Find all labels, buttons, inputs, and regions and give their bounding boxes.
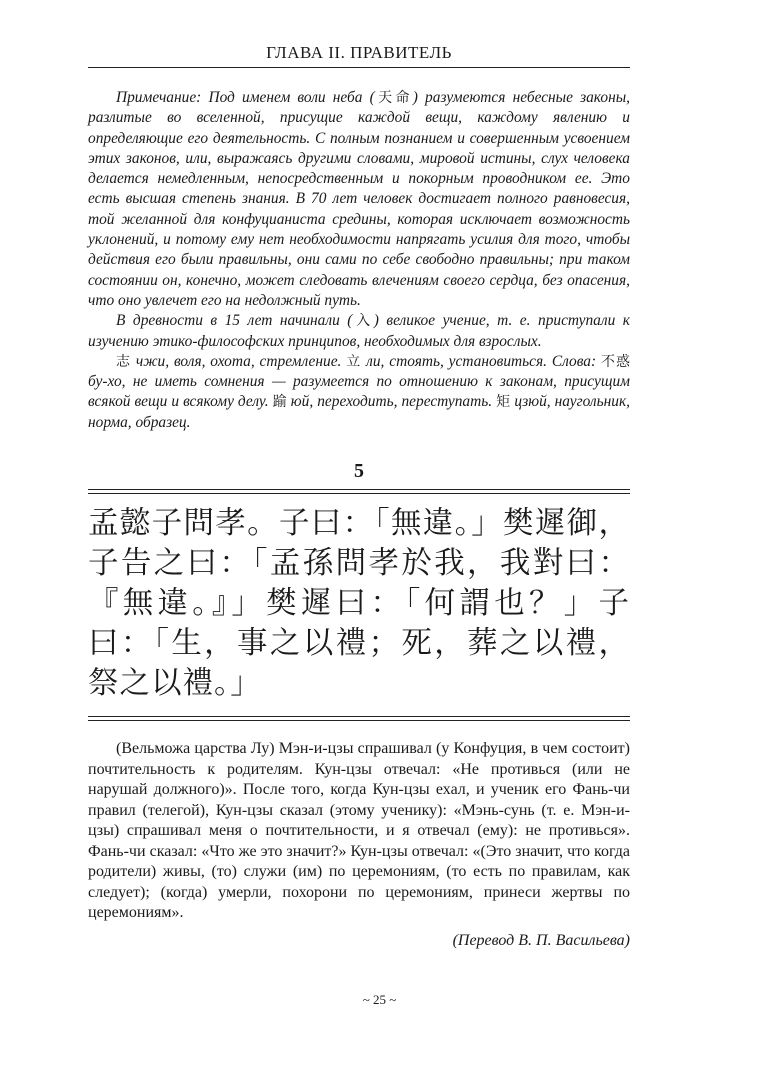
book-page: [88, 42, 630, 951]
glossary-text-1: чжи, воля, охота, стремление.: [131, 352, 347, 370]
divider-bottom: [88, 716, 630, 721]
section-number: 5: [354, 460, 364, 483]
running-header: ГЛАВА II. ПРАВИТЕЛЬ: [88, 42, 630, 68]
translator-credit: (Перевод В. П. Васильева): [452, 931, 630, 949]
glossary-text-3: бу-хо, не иметь сомнения — разумеется по отношению к законам, присущим всякой вещи и всякому делу.: [88, 373, 630, 411]
translation-block: [88, 739, 630, 924]
glossary-hanzi-5: 矩: [496, 394, 511, 411]
note-p1-hanzi: 天命: [374, 90, 413, 106]
glossary-hanzi-1: 志: [116, 353, 132, 370]
divider-top: [88, 489, 630, 494]
glossary-text-5: цзюй, наугольник, норма, образец.: [88, 393, 631, 431]
note-p2-text-b: ) великое учение, т. е. приступали к изучению этико-философских принципов, необходимых для взрослых.: [88, 312, 630, 350]
commentary-note: [88, 88, 630, 433]
glossary-hanzi-3: 不惑: [600, 353, 630, 370]
glossary-hanzi-2: 立: [346, 353, 362, 370]
glossary-hanzi-4: 踰: [272, 394, 287, 411]
glossary-text-2: ли, стоять, установиться. Слова:: [361, 352, 601, 370]
glossary-text-4: юй, переходить, переступать.: [286, 393, 497, 411]
note-p1-text-b: ) разумеются небесные законы, разлитые во вселенной, присущие каждой вещи, каждому явлению и определяющие его деятельность. С полным познанием и совершенным усвоением этих законов, или, выражаясь другими словами, мировой истины, слух человека делается немедленным, непосредственным и покорным проводником ее. Это есть высшая степень знания. В 70 лет человек достигает полного равновесия, той желанной для конфуцианиста средины, которая исключает возможность уклонений, и потому ему нет необходимости напрягать усилия для того, чтобы действия его были правильны, они сами по себе свободно правильны; при таком состоянии он, конечно, может следовать влечениям своего сердца, без опасения, что оно увлечет его на недолжный путь.: [88, 89, 631, 309]
note-paragraph-1: [88, 88, 630, 311]
chinese-passage: 孟懿子問孝。子曰：「無違。」樊遲御，子告之曰：「孟孫問孝於我，我對曰：『無違。』」樊遲曰：「何謂也？」子曰：「生，事之以禮；死，葬之以禮，祭之以禮。」: [88, 506, 630, 702]
note-p1-text-a: Примечание: Под именем воли неба (: [116, 89, 375, 106]
note-paragraph-3: [88, 352, 630, 433]
translation-paragraph: (Вельможа царства Лу) Мэн-и-цзы спрашивал (у Конфуция, в чем состоит) почтительность к родителям. Кун-цзы отвечал: «Не противься (или не нарушай должного)». После того, когда Кун-цзы ехал, и ученик его Фань-чи правил (телегой), Кун-цзы сказал (этому ученику): «Мэнь-сунь (т. е. Мэн-и-цзы) спрашивал меня о почтительности, и я отвечал (ему): не противься». Фань-чи сказал: «Что же это значит?» Кун-цзы отвечал: «(Это значит, что когда родители) живы, (то) служи (им) по церемониям, (то есть по правилам, как следует); (когда) умерли, похорони по церемониям, принеси жертвы по церемониям».: [88, 740, 630, 922]
note-p2-hanzi: 入: [352, 313, 374, 330]
page-number: ~ 25 ~: [362, 992, 397, 1007]
note-paragraph-2: [88, 311, 630, 352]
note-p2-text-a: В древности в 15 лет начинали (: [116, 312, 353, 330]
